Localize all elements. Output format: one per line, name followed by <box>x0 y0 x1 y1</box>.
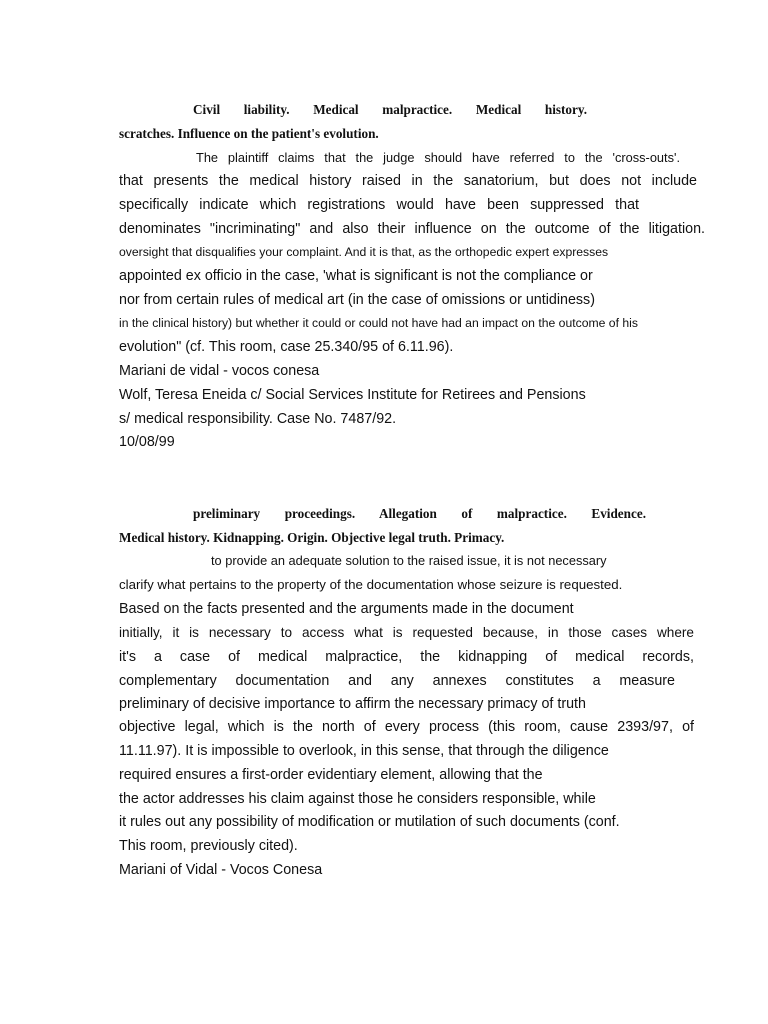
section2-paragraph-line: This room, previously cited). <box>119 838 298 854</box>
section1-paragraph-line: specifically indicate which registrations would have been suppressed that <box>119 197 639 213</box>
section1-paragraph-line: Mariani de vidal - vocos conesa <box>119 363 320 379</box>
section1-paragraph-line: that presents the medical history raised in the sanatorium, but does not include <box>119 173 697 189</box>
section2-paragraph-line: Based on the facts presented and the arguments made in the document <box>119 601 574 617</box>
section1-heading-line1: Civil liability. Medical malpractice. Medical history. <box>193 102 587 117</box>
section1-paragraph-line: evolution" (cf. This room, case 25.340/95 of 6.11.96). <box>119 339 454 355</box>
section2-paragraph-line: to provide an adequate solution to the raised issue, it is not necessary <box>211 553 607 568</box>
section1-paragraph-line: Wolf, Teresa Eneida c/ Social Services Institute for Retirees and Pensions <box>119 387 586 403</box>
section1-paragraph-line: in the clinical history) but whether it could or could not have had an impact on the outcome of his <box>119 316 638 330</box>
section2-paragraph-line: it's a case of medical malpractice, the kidnapping of medical records, <box>119 649 694 665</box>
section2-signature: Mariani of Vidal - Vocos Conesa <box>119 862 323 878</box>
section2-paragraph-line: 11.11.97). It is impossible to overlook, in this sense, that through the diligence <box>119 743 609 759</box>
section2-paragraph-line: preliminary of decisive importance to affirm the necessary primacy of truth <box>119 696 586 712</box>
section1-heading-line2: scratches. Influence on the patient's evolution. <box>119 126 379 141</box>
section1-paragraph-line: denominates "incriminating" and also their influence on the outcome of the litigation. <box>119 221 705 237</box>
section2-paragraph-line: initially, it is necessary to access what is requested because, in those cases where <box>119 625 694 640</box>
section1-paragraph-line: The plaintiff claims that the judge should have referred to the 'cross-outs'. <box>196 150 680 165</box>
section2-heading-line2: Medical history. Kidnapping. Origin. Objective legal truth. Primacy. <box>119 530 505 545</box>
section2-paragraph-line: clarify what pertains to the property of the documentation whose seizure is requested. <box>119 577 623 592</box>
section2-paragraph-line: the actor addresses his claim against those he considers responsible, while <box>119 791 596 807</box>
section1-paragraph-line: nor from certain rules of medical art (in the case of omissions or untidiness) <box>119 292 595 308</box>
section2-heading-line1: preliminary proceedings. Allegation of malpractice. Evidence. <box>193 506 646 521</box>
section2-paragraph-line: it rules out any possibility of modification or mutilation of such documents (conf. <box>119 814 620 830</box>
section2-paragraph-line: complementary documentation and any annexes constitutes a measure <box>119 673 675 689</box>
section1-paragraph-line: appointed ex officio in the case, 'what is significant is not the compliance or <box>119 268 593 284</box>
section1-date: 10/08/99 <box>119 434 175 450</box>
section1-paragraph-line: oversight that disqualifies your complaint. And it is that, as the orthopedic expert expresses <box>119 245 609 259</box>
section2-paragraph-line: objective legal, which is the north of every process (this room, cause 2393/97, of <box>119 719 694 735</box>
section1-paragraph-line: s/ medical responsibility. Case No. 7487/92. <box>119 411 397 427</box>
section2-paragraph-line: required ensures a first-order evidentiary element, allowing that the <box>119 767 543 783</box>
